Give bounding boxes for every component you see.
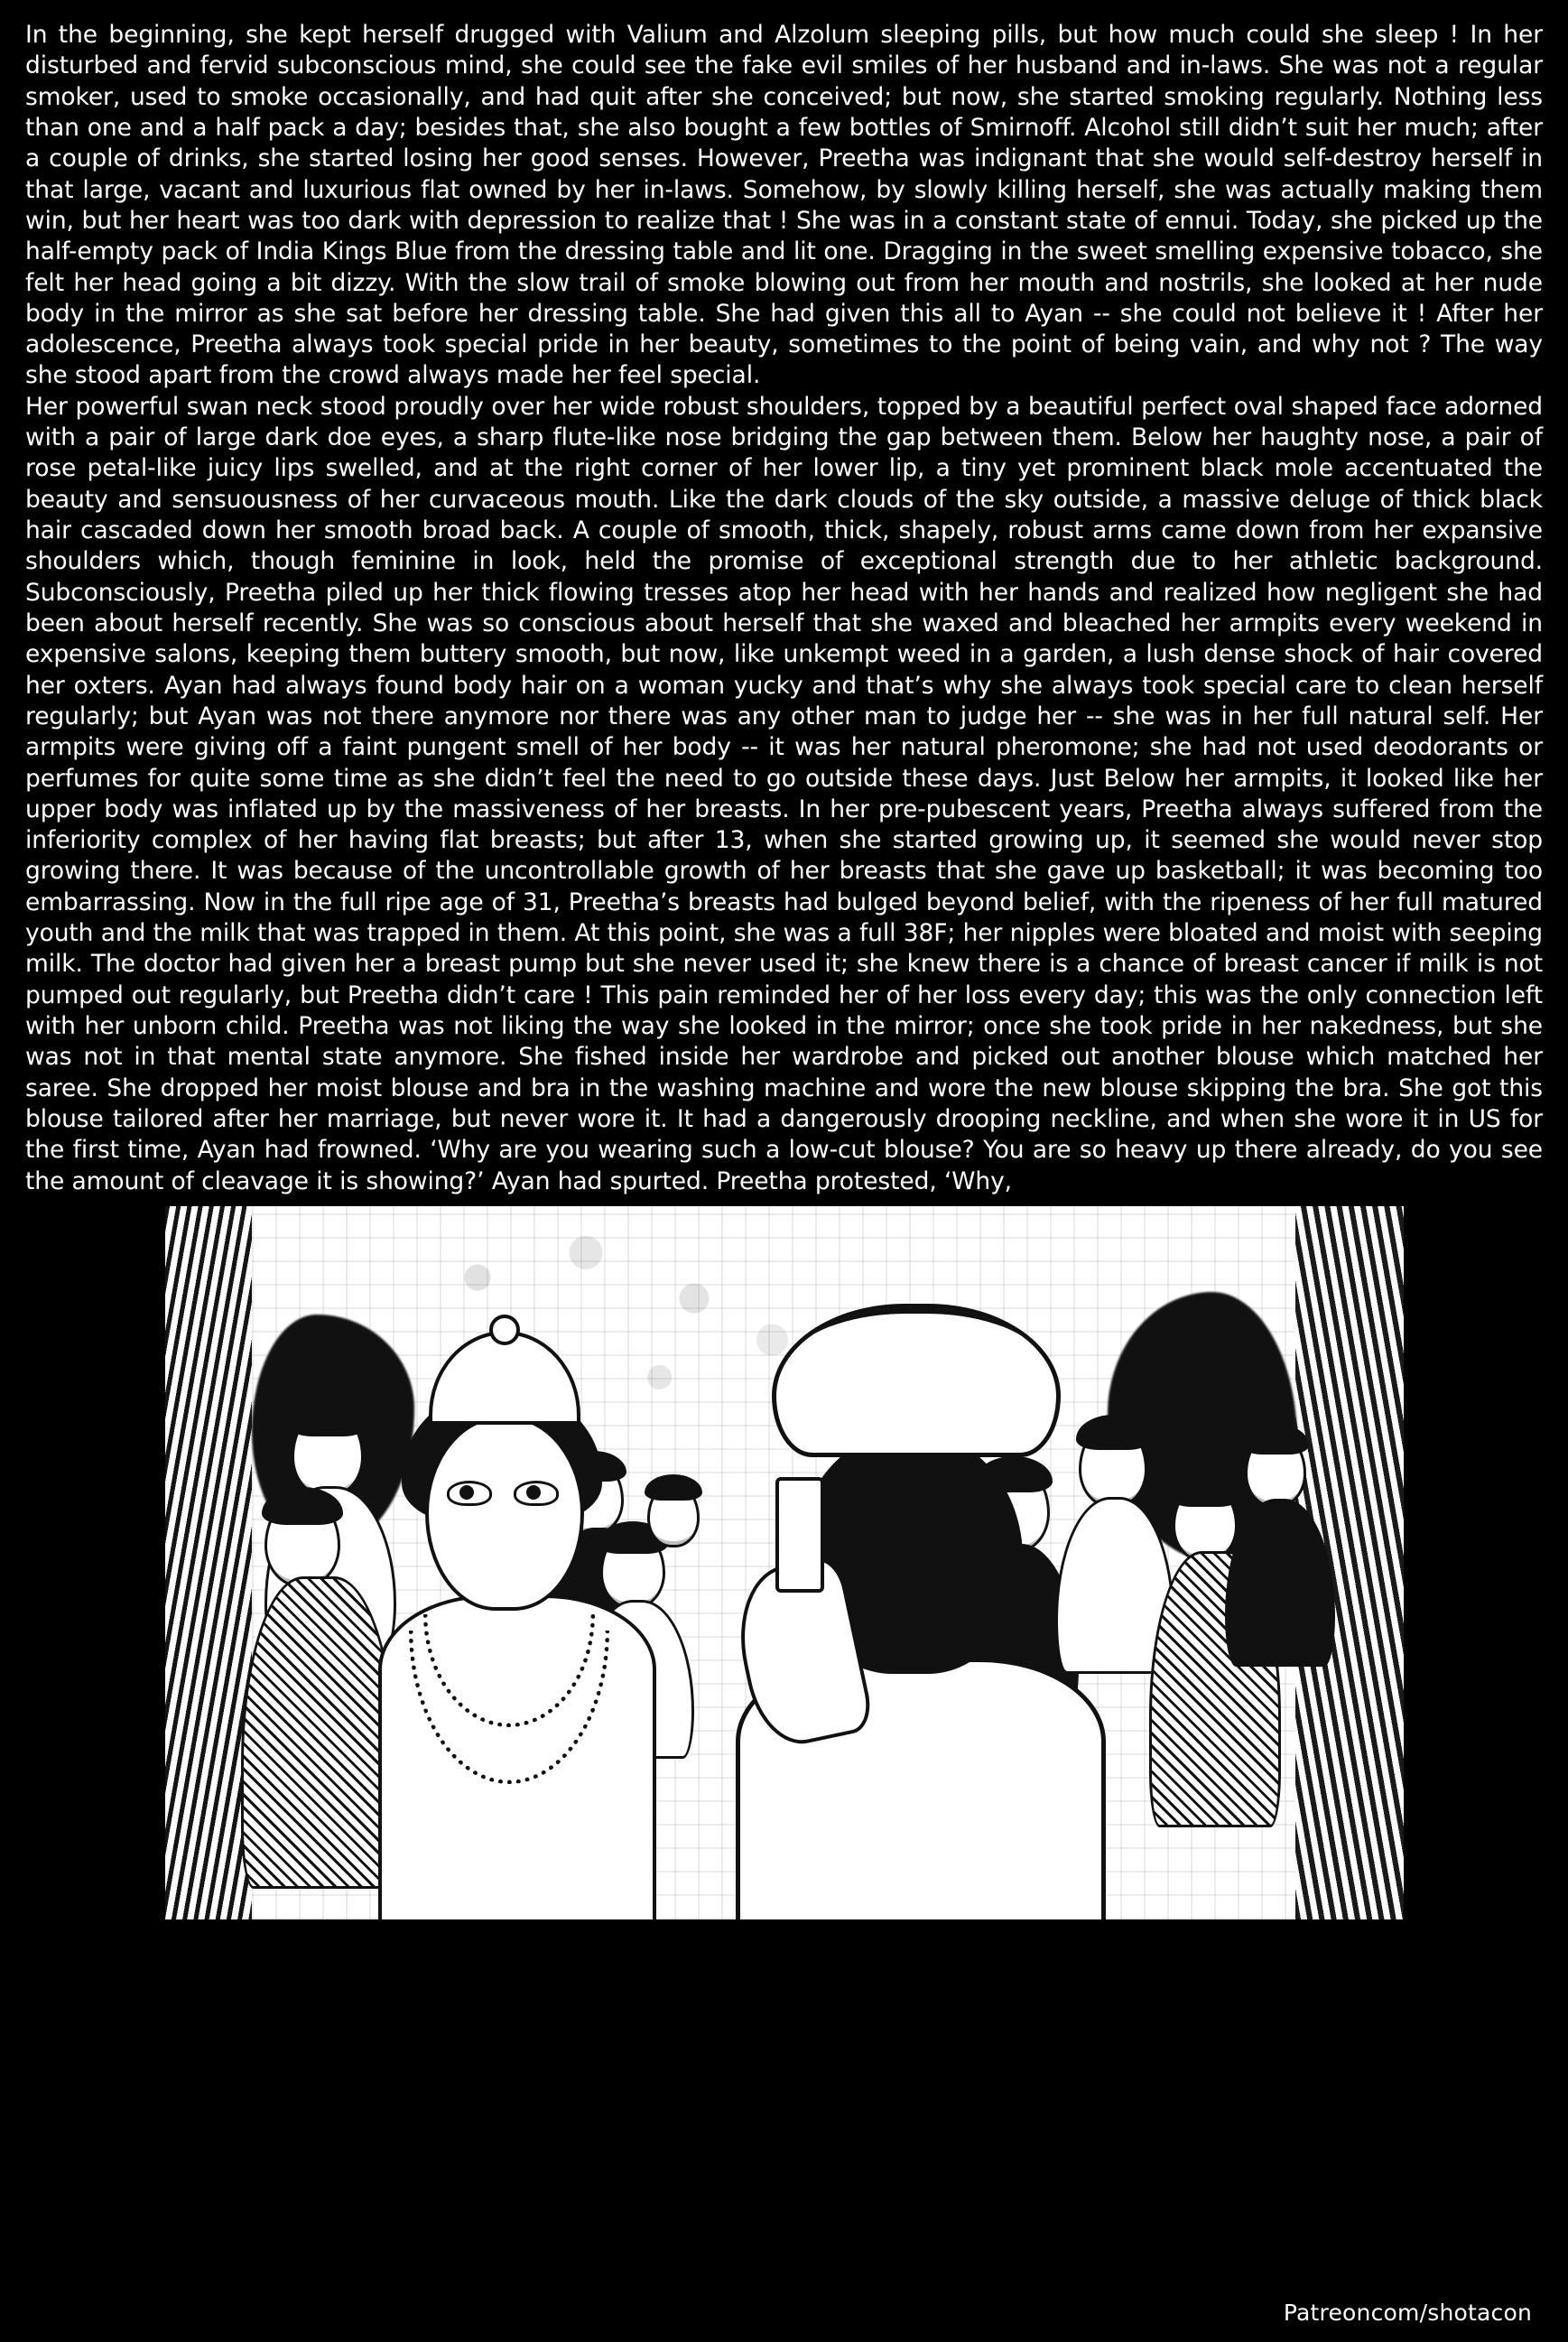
paragraph-2: Her powerful swan neck stood proudly over her wide robust shoulders, topped by a beautiful perfect oval shaped face adorned with a pair of large dark doe eyes, a sharp flute-like nose bridging the gap between them. Below her haughty nose, a pair of rose petal-like juicy lips swelled, and at the right corner of her lower lip, a tiny yet prominent black mole accentuated the beauty and sensuousness of her curvaceous mouth. Like the dark clouds of the sky outside, a massive deluge of thick black hair cascaded down her smooth broad back. A couple of smooth, thick, shapely, robust arms came down from her expansive shoulders which, though feminine in look, held the promise of exceptional strength due to her athletic background. Subconsciously, Preetha piled up her thick flowing tresses atop her head with her hands and realized how negligent she had been about herself recently. She was so conscious about herself that she waxed and bleached her armpits every weekend in expensive salons, keeping them buttery smooth, but now, like unkempt weed in a garden, a lush dense shock of hair covered her oxters. Ayan had always found body hair on a woman yucky and that’s why she always took special care to clean herself regularly; but Ayan was not there anymore nor there was any other man to judge her -- she was in her full natural self. Her armpits were giving off a faint pungent smell of her body -- it was her natural pheromone; she had not used deodorants or perfumes for quite some time as she didn’t feel the need to go outside these days. Just Below her armpits, it looked like her upper body was inflated up by the massiveness of her breasts. In her pre-pubescent years, Preetha always suffered from the inferiority complex of her having flat breasts; but after 13, when she started growing up, it seemed she would never stop growing there. It was because of the uncontrollable growth of her breasts that she gave up basketball; it was becoming too embarrassing. Now in the full ripe age of 31, Preetha’s breasts had bulged beyond belief, with the ripeness of her full matured youth and the milk that was trapped in them. At this point, she was a full 38F; her nipples were bloated and moist with seeping milk. The doctor had given her a breast pump but she never used it; she knew there is a chance of breast cancer if milk is not pumped out regularly, but Preetha didn’t care ! This pain reminded her of her loss every day; this was the only connection left with her unborn child. Preetha was not liking the way she looked in the mirror; once she took pride in her nakedness, but she was not in that mental state anymore. She fished inside her wardrobe and picked out another blouse which matched her saree. She dropped her moist blouse and bra in the washing machine and wore the new blouse skipping the bra. She got this blouse tailored after her marriage, but never wore it. It had a dangerously drooping neckline, and when she wore it in US for the first time, Ayan had frowned. ‘Why are you wearing such a low-cut blouse? You are so heavy up there already, do you see the amount of cleavage it is showing?’ Ayan had spurted. Preetha protested, ‘Why, <box>25 392 1543 1195</box>
wedding-illustration <box>165 1206 1404 1919</box>
guest-head <box>600 1529 665 1609</box>
bride-face <box>425 1416 584 1611</box>
bride-right-eye <box>514 1481 559 1506</box>
story-text <box>25 20 1543 1197</box>
guest-head <box>1173 1482 1238 1562</box>
guest-head <box>292 1408 364 1497</box>
paragraph-1: In the beginning, she kept herself drugged with Valium and Alzolum sleeping pills, but how much could she sleep ! In her disturbed and fervid subconscious mind, she could see the fake evil smiles of her husband and in-laws. She was not a regular smoker, used to smoke occasionally, and had quit after she conceived; but now, she started smoking regularly. Nothing less than one and a half pack a day; besides that, she also bought a few bottles of Smirnoff. Alcohol still didn’t suit her much; after a couple of drinks, she started losing her good senses. However, Preetha was indignant that she would self-destroy herself in that large, vacant and luxurious flat owned by her in-laws. Somehow, by slowly killing herself, she was actually making them win, but her heart was too dark with depression to realize that ! She was in a constant state of ennui. Today, she picked up the half-empty pack of India Kings Blue from the dressing table and lit one. Dragging in the sweet smelling expensive tobacco, she felt her head going a bit dizzy. With the slow trail of smoke blowing out from her mouth and nostrils, she looked at her nude body in the mirror as she sat before her dressing table. She had given this all to Ayan -- she could not believe it ! After her adolescence, Preetha always took special pride in her beauty, sometimes to the point of being vain, and why not ? The way she stood apart from the crowd always made her feel special. <box>25 21 1543 390</box>
backdrop-left-hatching <box>165 1206 252 1919</box>
bride-left-eye <box>447 1481 492 1506</box>
credit-watermark: Patreoncom/shotacon <box>1283 2300 1532 2326</box>
mobile-phone <box>775 1477 824 1593</box>
illustration-wrapper <box>25 1206 1543 1919</box>
guest-sari <box>241 1576 396 1889</box>
guest-head <box>647 1482 700 1547</box>
groom-topor-hat <box>772 1304 1061 1457</box>
guest-head <box>1245 1432 1306 1508</box>
guest-head <box>1079 1423 1147 1508</box>
guest-head <box>264 1495 340 1587</box>
